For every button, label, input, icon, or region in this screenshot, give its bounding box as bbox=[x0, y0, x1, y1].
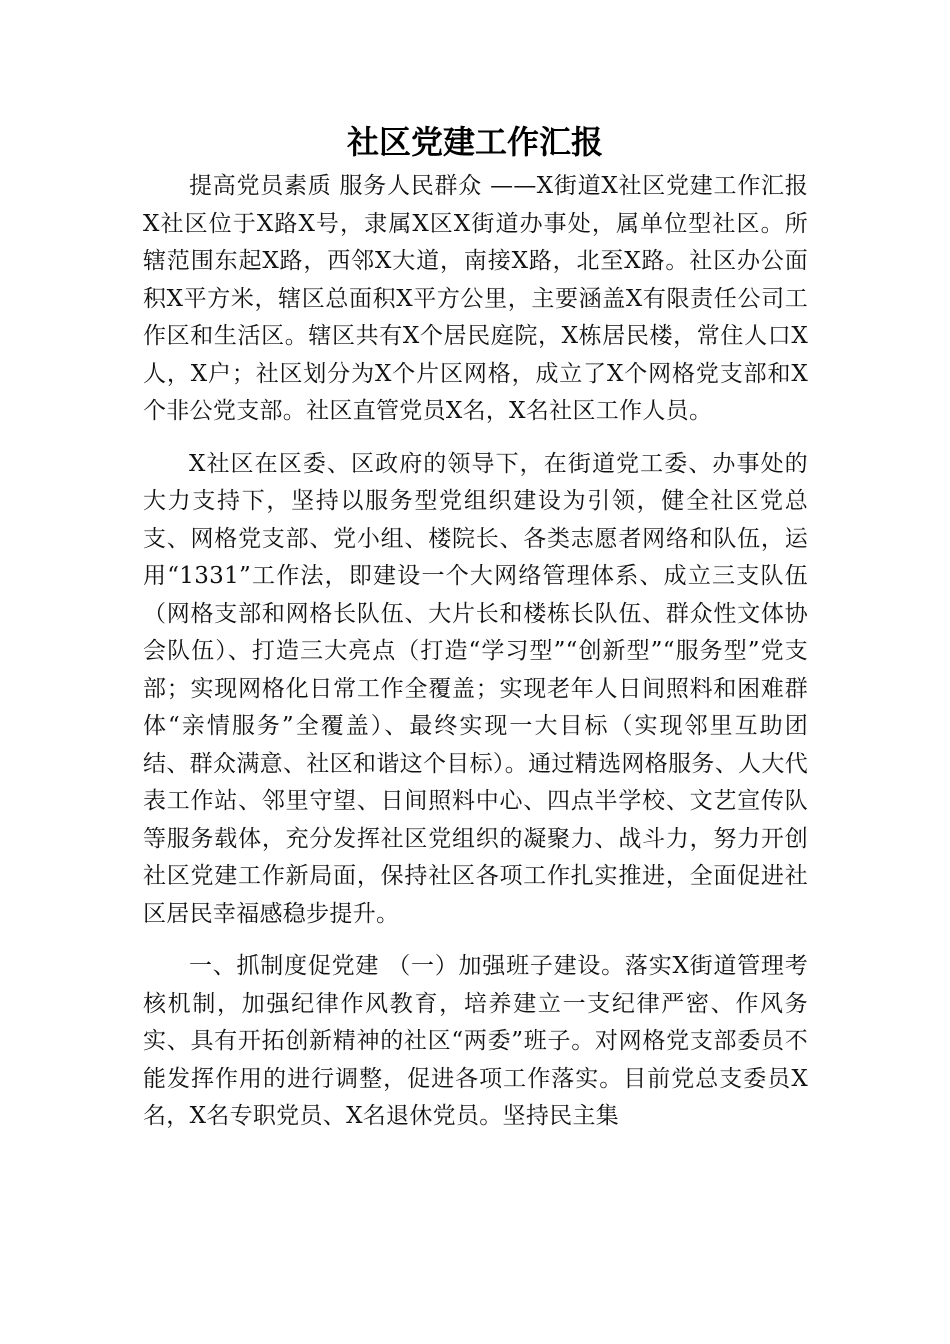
paragraph-overview: X社区在区委、区政府的领导下，在街道党工委、办事处的大力支持下，坚持以服务型党组织建设为引领，健全社区党总支、网格党支部、党小组、楼院长、各类志愿者网络和队伍，运用“1331”工作法，即建设一个大网络管理体系、成立三支队伍（网格支部和网格长队伍、大片长和楼栋长队伍、群众性文体协会队伍）、打造三大亮点（打造“学习型”“创新型”“服务型”党支部；实现网格化日常工作全覆盖；实现老年人日间照料和困难群体“亲情服务”全覆盖）、最终实现一大目标（实现邻里互助团结、群众满意、社区和谐这个目标）。通过精选网格服务、人大代表工作站、邻里守望、日间照料中心、四点半学校、文艺宣传队等服务载体，充分发挥社区党组织的凝聚力、战斗力，努力开创社区党建工作新局面，保持社区各项工作扎实推进，全面促进社区居民幸福感稳步提升。 bbox=[143, 450, 808, 927]
paragraph-section-one: 一、抓制度促党建 （一）加强班子建设。落实X街道管理考核机制，加强纪律作风教育，培养建立一支纪律严密、作风务实、具有开拓创新精神的社区“两委”班子。对网格党支部委员不能发挥作用的进行调整，促进各项工作落实。目前党总支委员X名，X名专职党员、X名退休党员。坚持民主集 bbox=[143, 953, 808, 1129]
document-body bbox=[143, 168, 808, 1151]
document-title: 社区党建工作汇报 bbox=[346, 123, 603, 161]
paragraph-intro: 提高党员素质 服务人民群众 ——X街道X社区党建工作汇报 X社区位于X路X号，隶属X区X街道办事处，属单位型社区。所辖范围东起X路，西邻X大道，南接X路，北至X路。社区办公面积X平方米，辖区总面积X平方公里，主要涵盖X有限责任公司工作区和生活区。辖区共有X个居民庭院，X栋居民楼，常住人口X人，X户；社区划分为X个片区网格，成立了X个网格党支部和X个非公党支部。社区直管党员X名，X名社区工作人员。 bbox=[143, 173, 808, 424]
